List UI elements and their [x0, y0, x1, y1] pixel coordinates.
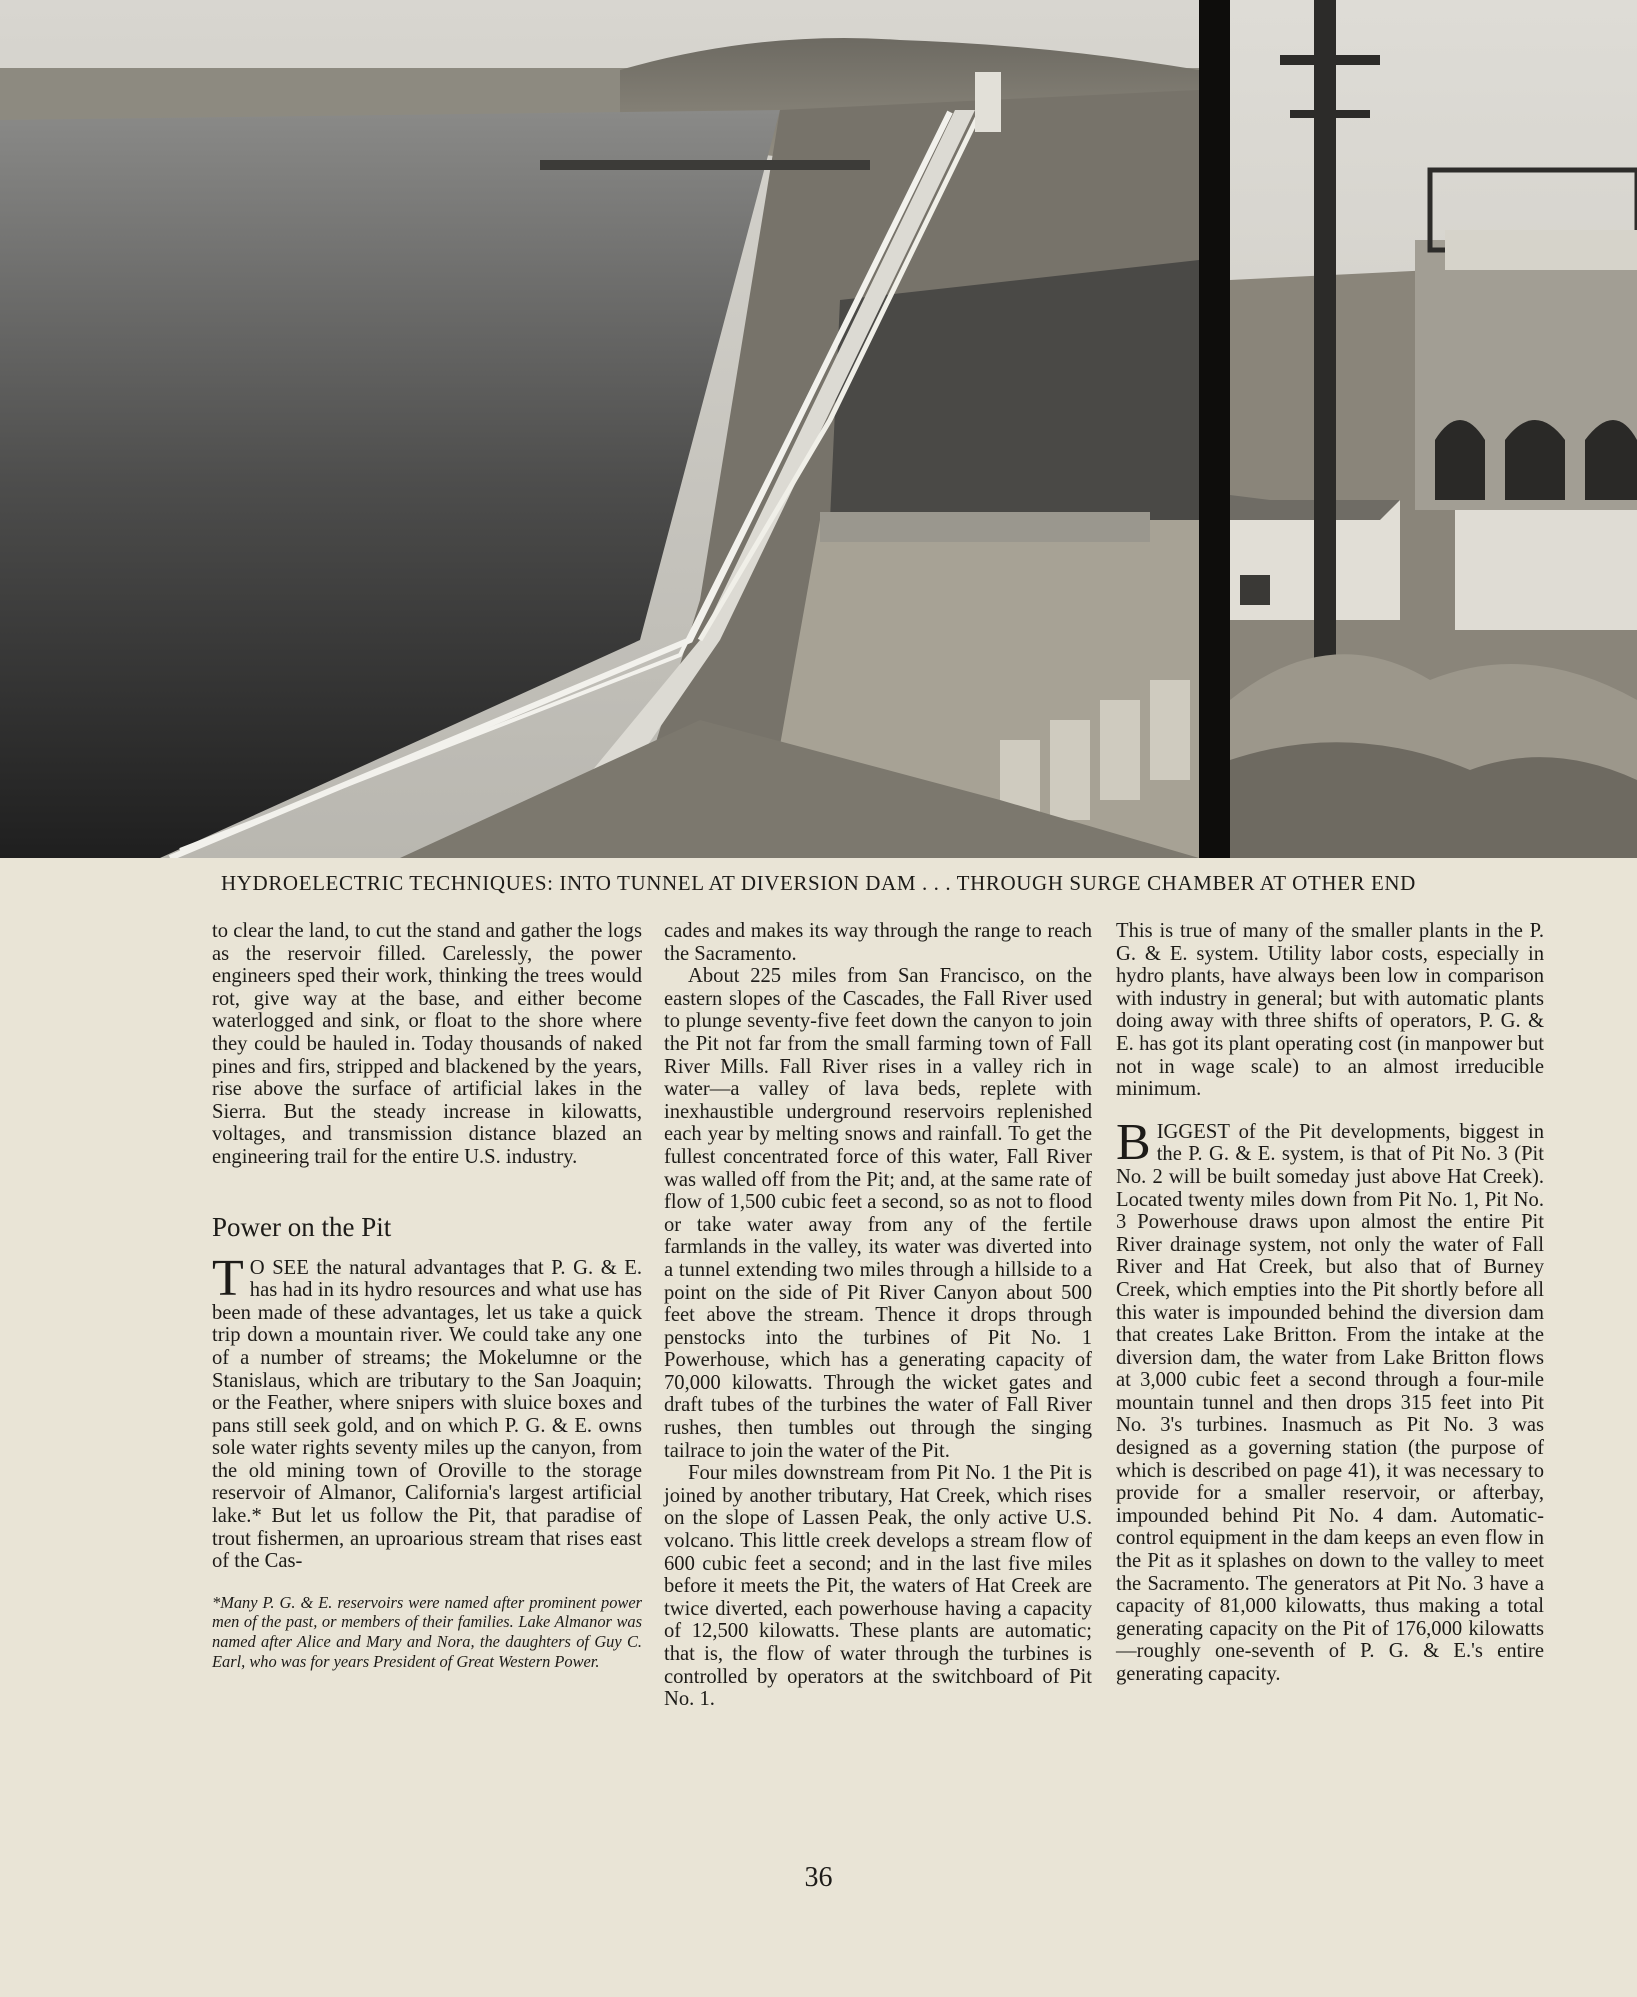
paragraph-text: O SEE the natural advantages that P. G. & E. has had in its hydro resources and what use has been made of these advantages, let us take a quick trip down a mountain river. We could take any one of a number of streams; the Mokelumne or the Stanislaus, which are tributary to the San Joaquin; or the Feather, where snipers with sluice boxes and pans still seek gold, and on which P. G. & E. owns sole water rights seventy miles up the canyon, from the old mining town of Oroville to the storage reservoir of Almanor, California's largest artificial lake.* But let us follow the Pit, that paradise of trout fishermen, an uproarious stream that rises east of the Cas-	[212, 1256, 642, 1573]
drop-cap: B	[1116, 1113, 1151, 1171]
text-column-1	[212, 920, 642, 1671]
footnote: *Many P. G. & E. reservoirs were named after prominent power men of the past, or members of their families. Lake Almanor was named after Alice and Mary and Nora, the daughters of Guy C. Earl, who was for years President of Great Western Power.	[212, 1592, 642, 1671]
paragraph-text: IGGEST of the Pit developments, biggest in the P. G. & E. system, is that of Pit No. 3 (Pit No. 2 will be built someday just above Hat Creek). Located twenty miles down from Pit No. 1, Pit No. 3 Powerhouse draws upon almost the entire Pit River drainage system, not only the water of Fall River and Hat Creek, but also that of Burney Creek, which empties into the Pit shortly before all this water is impounded behind the diversion dam that creates Lake Britton. From the intake at the diversion dam, the water from Lake Britton flows at 3,000 cubic feet a second through a four-mile mountain tunnel and then drops 315 feet into Pit No. 3's turbines. Inasmuch as Pit No. 3 was designed as a governing station (the purpose of which is described on page 41), it was necessary to provide for a smaller reservoir, or afterbay, impounded behind Pit No. 4 dam. Automatic-control equipment in the dam keeps an even flow in the Pit as it splashes on down to the valley to meet the Sacramento. The generators at Pit No. 3 have a capacity of 81,000 kilowatts, thus making a total generating capacity on the Pit of 176,000 kilowatts—roughly one-seventh of P. G. & E.'s entire generating capacity.	[1116, 1120, 1544, 1685]
paragraph: Four miles downstream from Pit No. 1 the Pit is joined by another tributary, Hat Creek, which rises on the slope of Lassen Peak, the only active U.S. volcano. This little creek develops a stream flow of 600 cubic feet a second; and in the last five miles before it meets the Pit, the waters of Hat Creek are twice diverted, each powerhouse having a capacity of 12,500 kilowatts. These plants are automatic; that is, the flow of water through the turbines is controlled by operators at the switchboard of Pit No. 1.	[664, 1462, 1092, 1711]
paragraph: This is true of many of the smaller plants in the P. G. & E. system. Utility labor costs, especially in hydro plants, have always been low in comparison with industry in general; but with automatic plants doing away with three shifts of operators, P. G. & E. has got its plant operating cost (in manpower but not in wage scale) to an almost irreducible minimum.	[1116, 920, 1544, 1101]
paragraph: cades and makes its way through the range to reach the Sacramento.	[664, 920, 1092, 965]
photo-caption: HYDROELECTRIC TECHNIQUES: INTO TUNNEL AT DIVERSION DAM . . . THROUGH SURGE CHAMBER AT OTHER END	[221, 871, 1416, 895]
surge-chamber-photo	[1230, 0, 1637, 858]
surge-chamber-illustration	[1230, 0, 1637, 858]
section-heading: Power on the Pit	[212, 1211, 392, 1242]
drop-cap: T	[212, 1249, 244, 1307]
text-column-3	[1116, 920, 1544, 1686]
paragraph-with-dropcap	[1116, 1113, 1544, 1686]
paragraph: About 225 miles from San Francisco, on the eastern slopes of the Cascades, the Fall River used to plunge seventy-five feet down the canyon to join the Pit not far from the small farming town of Fall River Mills. Fall River rises in a valley rich in water—a valley of lava beds, replete with inexhaustible underground reservoirs replenished each year by melting snows and rainfall. To get the fullest concentrated force of this water, Fall River was walled off from the Pit; and, at the same rate of flow of 1,500 cubic feet a second, so as not to flood or take water away from any of the fertile farmlands in the valley, its water was diverted into a tunnel extending two miles through a hillside to a point on the side of Pit River Canyon about 500 feet above the stream. Thence it drops through penstocks into the turbines of Pit No. 1 Powerhouse, which has a generating capacity of 70,000 kilowatts. Through the wicket gates and draft tubes of the turbines the water of Fall River rushes, then tumbles out through the singing tailrace to join the water of the Pit.	[664, 965, 1092, 1462]
text-column-2	[664, 920, 1092, 1711]
paragraph: to clear the land, to cut the stand and gather the logs as the reservoir filled. Carelessly, the power engineers sped their work, thinking the trees would rot, give way at the base, and either become waterlogged and sink, or float to the shore where they could be hauled in. Today thousands of naked pines and firs, stripped and blackened by the years, rise above the surface of artificial lakes in the Sierra. But the steady increase in kilowatts, voltages, and transmission distance blazed an engineering trail for the entire U.S. industry.	[212, 920, 642, 1168]
diversion-dam-illustration	[0, 0, 1199, 858]
page-number: 36	[804, 1862, 833, 1893]
paragraph-with-dropcap	[212, 1249, 642, 1573]
diversion-dam-photo	[0, 0, 1199, 858]
photo-divider	[1199, 0, 1230, 858]
